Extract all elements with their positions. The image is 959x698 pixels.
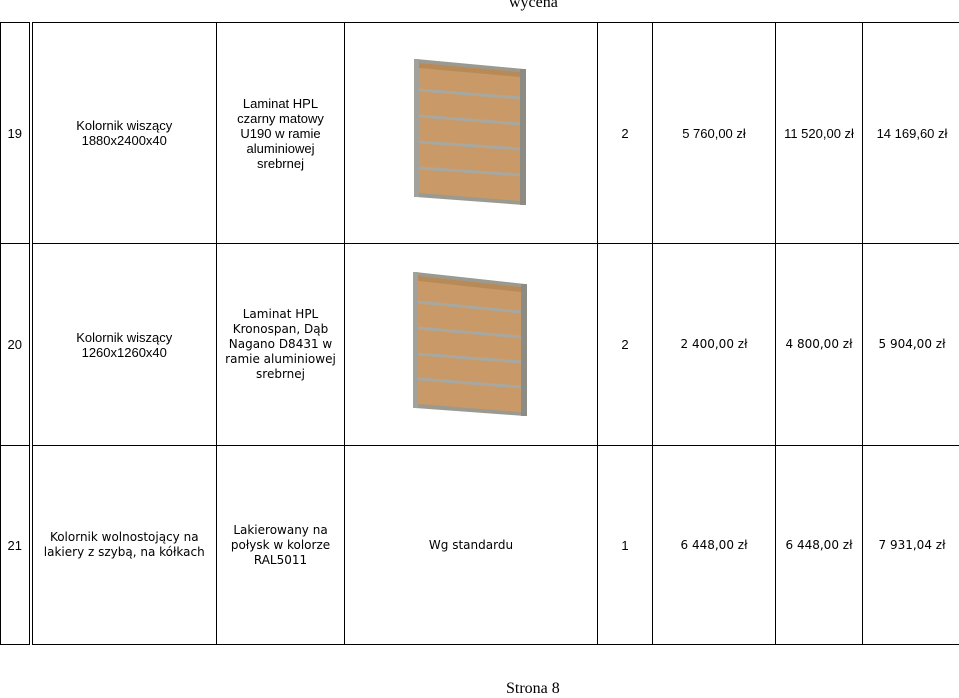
table-row xyxy=(1,446,959,645)
material-line: aluminiowej xyxy=(217,141,344,156)
row-number: 20 xyxy=(1,244,31,446)
table-row xyxy=(1,244,959,446)
material-line: srebrnej xyxy=(217,156,344,171)
material-line: Kronospan, Dąb xyxy=(217,322,344,337)
unit-price: 6 448,00 zł xyxy=(653,446,776,645)
gross-total: 14 169,60 zł xyxy=(863,23,959,244)
row-number: 19 xyxy=(1,23,31,244)
product-name xyxy=(31,23,217,244)
quantity: 2 xyxy=(598,244,653,446)
product-material xyxy=(217,244,345,446)
material-line: czarny matowy xyxy=(217,111,344,126)
material-line: U190 w ramie xyxy=(217,126,344,141)
row-number: 21 xyxy=(1,446,31,645)
material-line: Lakierowany na xyxy=(217,523,344,538)
product-name xyxy=(31,446,217,645)
gross-total: 5 904,00 zł xyxy=(863,244,959,446)
material-line: RAL5011 xyxy=(217,553,344,568)
wall-panel-image xyxy=(409,272,533,418)
net-total: 11 520,00 zł xyxy=(776,23,863,244)
product-image-cell xyxy=(345,23,598,244)
material-line: połysk w kolorze xyxy=(217,538,344,553)
quantity: 2 xyxy=(598,23,653,244)
product-material xyxy=(217,23,345,244)
gross-total: 7 931,04 zł xyxy=(863,446,959,645)
wall-panel-image xyxy=(410,59,532,207)
image-placeholder-text: Wg standardu xyxy=(345,446,598,645)
product-name-line: 1880x2400x40 xyxy=(33,133,217,148)
product-name xyxy=(31,244,217,446)
product-name-line: 1260x1260x40 xyxy=(33,345,217,360)
unit-price: 2 400,00 zł xyxy=(653,244,776,446)
product-name-line: Kolornik wiszący xyxy=(33,330,217,345)
quantity: 1 xyxy=(598,446,653,645)
product-name-line: Kolornik wolnostojący na xyxy=(33,530,217,545)
net-total: 4 800,00 zł xyxy=(776,244,863,446)
table-row xyxy=(1,23,959,244)
product-image-cell xyxy=(345,244,598,446)
unit-price: 5 760,00 zł xyxy=(653,23,776,244)
material-line: ramie aluminiowej xyxy=(217,352,344,367)
material-line: Laminat HPL xyxy=(217,307,344,322)
product-material xyxy=(217,446,345,645)
page-footer: Strona 8 xyxy=(506,680,560,698)
material-line: Laminat HPL xyxy=(217,96,344,111)
product-name-line: Kolornik wiszący xyxy=(33,118,217,133)
product-name-line: lakiery z szybą, na kółkach xyxy=(33,545,217,560)
quote-table xyxy=(0,22,959,645)
net-total: 6 448,00 zł xyxy=(776,446,863,645)
page-header: wycena xyxy=(509,0,558,12)
material-line: Nagano D8431 w xyxy=(217,337,344,352)
material-line: srebrnej xyxy=(217,367,344,382)
